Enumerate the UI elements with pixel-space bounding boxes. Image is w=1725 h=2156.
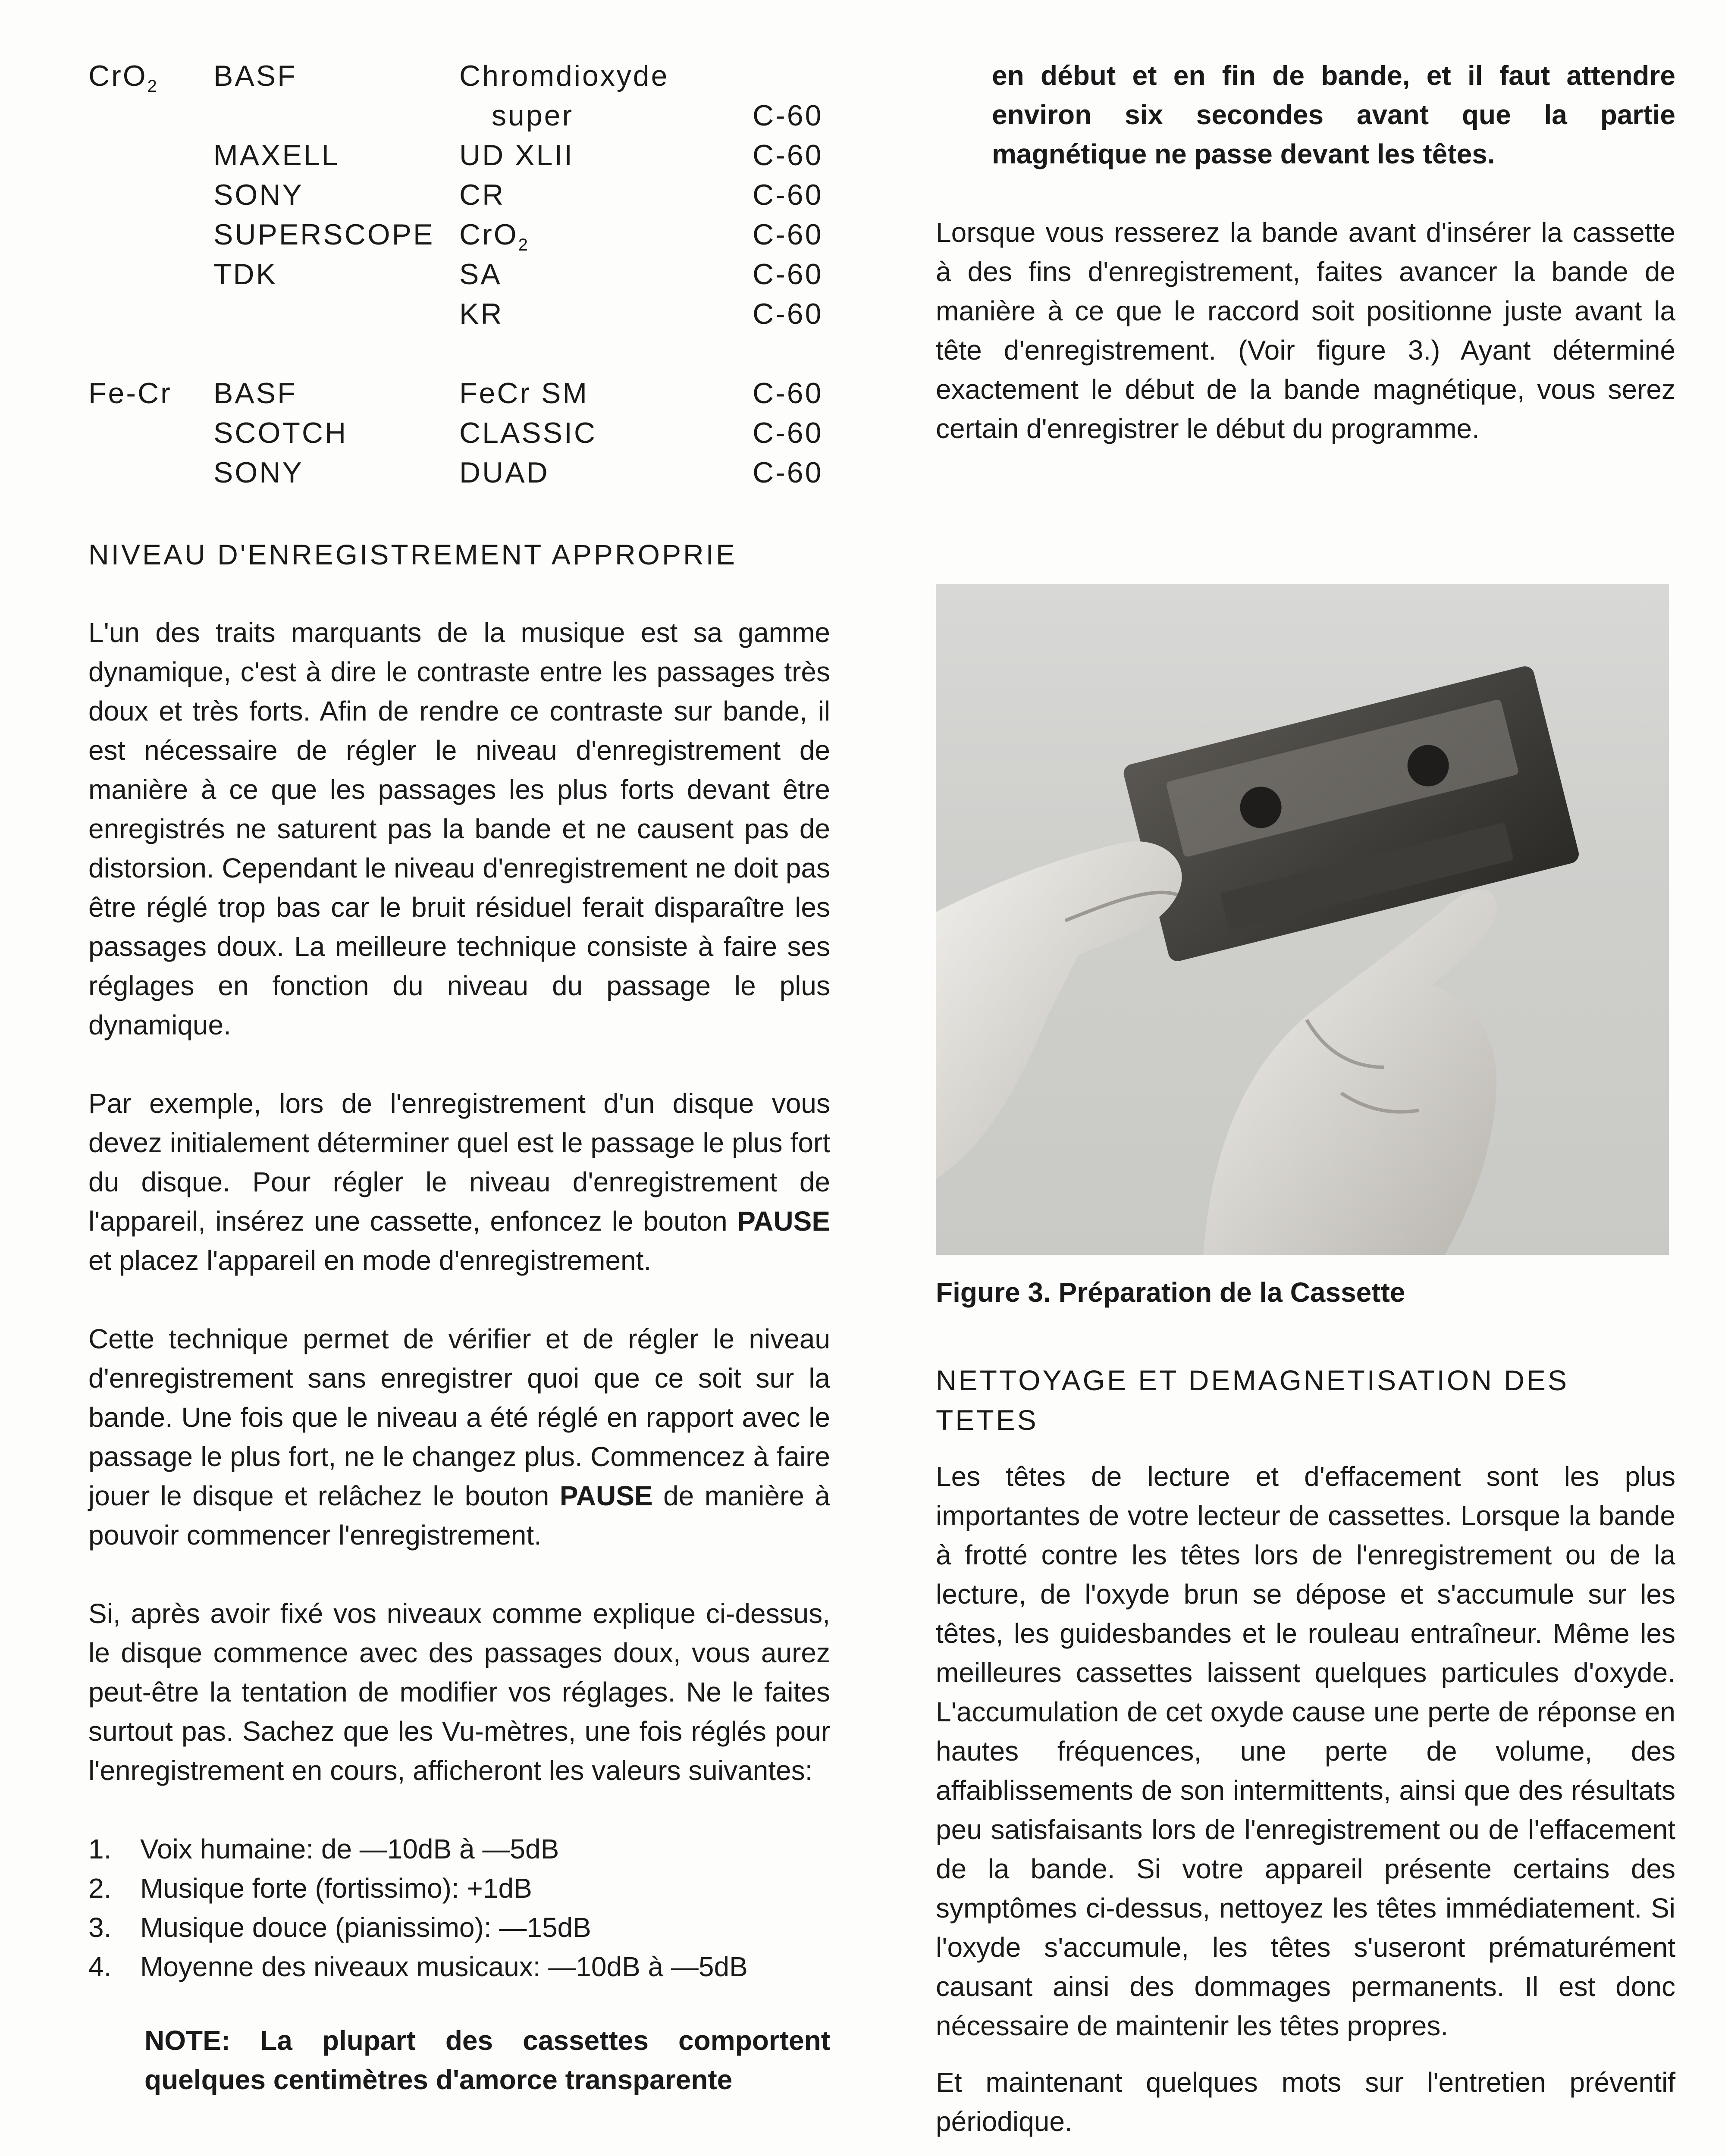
table-row bbox=[88, 413, 830, 453]
length-cell: C-60 bbox=[753, 298, 823, 330]
length-cell: C-60 bbox=[753, 377, 823, 410]
model-cell: DUAD bbox=[459, 456, 549, 489]
brand-cell: SUPERSCOPE bbox=[213, 218, 435, 251]
paragraph: L'un des traits marquants de la musique est sa gamme dynamique, c'est à dire le contraste entre les passages très doux et très forts. Afin de rendre ce contraste sur bande, il est nécessaire de régler le niveau d'enregistrement de manière à ce que les passages les plus forts devant être enregistrés ne saturent pas la bande et ne causent pas de distorsion. Cependant le niveau d'enregistrement ne doit pas être réglé trop bas car le bruit résiduel ferait disparaître les passages doux. La meilleure technique consiste à faire ses réglages en fonction du niveau du passage le plus dynamique. bbox=[88, 617, 830, 1040]
table-row bbox=[88, 453, 830, 492]
model-cell: FeCr SM bbox=[459, 377, 589, 410]
list-item: 1. Voix humaine: de —10dB à —5dB bbox=[88, 1833, 559, 1865]
brand-cell: SONY bbox=[213, 456, 304, 489]
section-heading-cleaning: NETTOYAGE ET DEMAGNETISATION DES TETES bbox=[936, 1364, 1569, 1436]
brand-cell: BASF bbox=[213, 377, 297, 410]
paragraph: Par exemple, lors de l'enregistrement d'un disque vous devez initialement déterminer quel est le passage le plus fort du disque. Pour régler le niveau d'enregistrement de l'appareil, insérez une cassette, enfoncez le bouton PAUSE et placez l'appareil en mode d'enregistrement. bbox=[88, 1088, 830, 1276]
model-cell: KR bbox=[459, 298, 504, 330]
section-heading-recording-level: NIVEAU D'ENREGISTREMENT APPROPRIE bbox=[88, 539, 737, 570]
length-cell: C-60 bbox=[753, 139, 823, 172]
brand-cell: TDK bbox=[213, 258, 277, 291]
paragraph: Si, après avoir fixé vos niveaux comme explique ci-dessus, le disque commence avec des passages doux, vous aurez peut-être la tentation de modifier vos réglages. Ne le faites surtout pas. Sachez que les Vu-mètres, une fois réglés pour l'enregistrement en cours, afficheront les valeurs suivantes: bbox=[88, 1598, 830, 1786]
pause-keyword: PAUSE bbox=[737, 1206, 830, 1237]
model-cell: super bbox=[492, 99, 574, 132]
table-spacer bbox=[88, 334, 830, 373]
brand-cell: SCOTCH bbox=[213, 417, 348, 449]
length-cell: C-60 bbox=[753, 99, 823, 132]
list-item: 4. Moyenne des niveaux musicaux: —10dB à —5dB bbox=[88, 1951, 748, 1982]
table-row bbox=[88, 373, 830, 413]
paragraph: Les têtes de lecture et d'effacement sont les plus importantes de votre lecteur de cassettes. Lorsque la bande à frotté contre les têtes lors de l'enregistrement ou de la lecture, de l'oxyde brun se dépose et s'accumule sur les têtes, les guidesbandes et le rouleau entraîneur. Même les meilleures cassettes laissent quelques particules d'oxyde. L'accumulation de cet oxyde cause une perte de réponse en hautes fréquences, une perte de volume, des affaiblissements de son intermittents, ainsi que des résultats peu satisfaisants lors de l'enregistrement ou de l'effacement de la bande. Si votre appareil présente certains des symptômes ci-dessus, nettoyez les têtes immédiatement. Si l'oxyde s'accumule, les têtes s'useront prématurément causant ainsi des dommages permanents. Il est donc nécessaire de maintenir les têtes propres. bbox=[936, 1461, 1675, 2041]
right-column-lower bbox=[936, 1360, 1675, 2156]
paragraph: Lorsque vous resserez la bande avant d'insérer la cassette à des fins d'enregistrement, faites avancer la bande de manière à ce que le raccord soit positionne juste avant la tête d'enregistrement. (Voir figure 3.) Ayant déterminé exactement le début de la bande magnétique, vous serez certain d'enregistrer le début du programme. bbox=[936, 217, 1675, 444]
vu-meter-values-list bbox=[88, 1830, 830, 1987]
paragraph: Et maintenant quelques mots sur l'entretien préventif périodique. bbox=[936, 2067, 1675, 2137]
brand-cell: BASF bbox=[213, 60, 297, 92]
note: NOTE: La plupart des cassettes comportent quelques centimètres d'amorce transparente bbox=[144, 2025, 830, 2095]
model-cell: CrO$_2$ bbox=[459, 218, 528, 254]
figure-caption: Figure 3. Préparation de la Cassette bbox=[936, 1277, 1405, 1308]
table-row bbox=[88, 294, 830, 334]
tape-type-label: Fe-Cr bbox=[88, 377, 172, 410]
pause-keyword: PAUSE bbox=[559, 1480, 653, 1511]
length-cell: C-60 bbox=[753, 218, 823, 251]
table-row bbox=[88, 135, 830, 175]
list-item: 3. Musique douce (pianissimo): —15dB bbox=[88, 1912, 591, 1943]
table-row bbox=[88, 254, 830, 294]
table-row bbox=[88, 175, 830, 215]
model-cell: CLASSIC bbox=[459, 417, 597, 449]
tape-table bbox=[88, 56, 830, 492]
table-row bbox=[88, 96, 830, 135]
model-cell: CR bbox=[459, 179, 505, 211]
model-cell: UD XLII bbox=[459, 139, 574, 172]
tape-type-label: CrO$_2$ bbox=[88, 60, 157, 96]
length-cell: C-60 bbox=[753, 258, 823, 291]
model-cell: Chromdioxyde bbox=[459, 60, 669, 92]
length-cell: C-60 bbox=[753, 456, 823, 489]
length-cell: C-60 bbox=[753, 417, 823, 449]
list-item: 2. Musique forte (fortissimo): +1dB bbox=[88, 1873, 532, 1904]
paragraph: Cette technique permet de vérifier et de régler le niveau d'enregistrement sans enregistrer quoi que ce soit sur la bande. Une fois que le niveau a été réglé en rapport avec le passage le plus fort, ne le changez plus. Commencez à faire jouer le disque et relâchez le bouton PAUSE de manière à pouvoir commencer l'enregistrement. bbox=[88, 1323, 830, 1551]
brand-cell: SONY bbox=[213, 179, 304, 211]
cassette-photo bbox=[936, 584, 1669, 1255]
length-cell: C-60 bbox=[753, 179, 823, 211]
left-column bbox=[88, 56, 830, 2100]
table-row bbox=[88, 215, 830, 254]
right-column bbox=[936, 56, 1675, 448]
brand-cell: MAXELL bbox=[213, 139, 340, 172]
note-continued: en début et en fin de bande, et il faut attendre environ six secondes avant que la partie magnétique ne passe devant les têtes. bbox=[992, 60, 1675, 169]
hand-holding-cassette-icon bbox=[936, 584, 1669, 1255]
table-row bbox=[88, 56, 830, 96]
model-cell: SA bbox=[459, 258, 502, 291]
